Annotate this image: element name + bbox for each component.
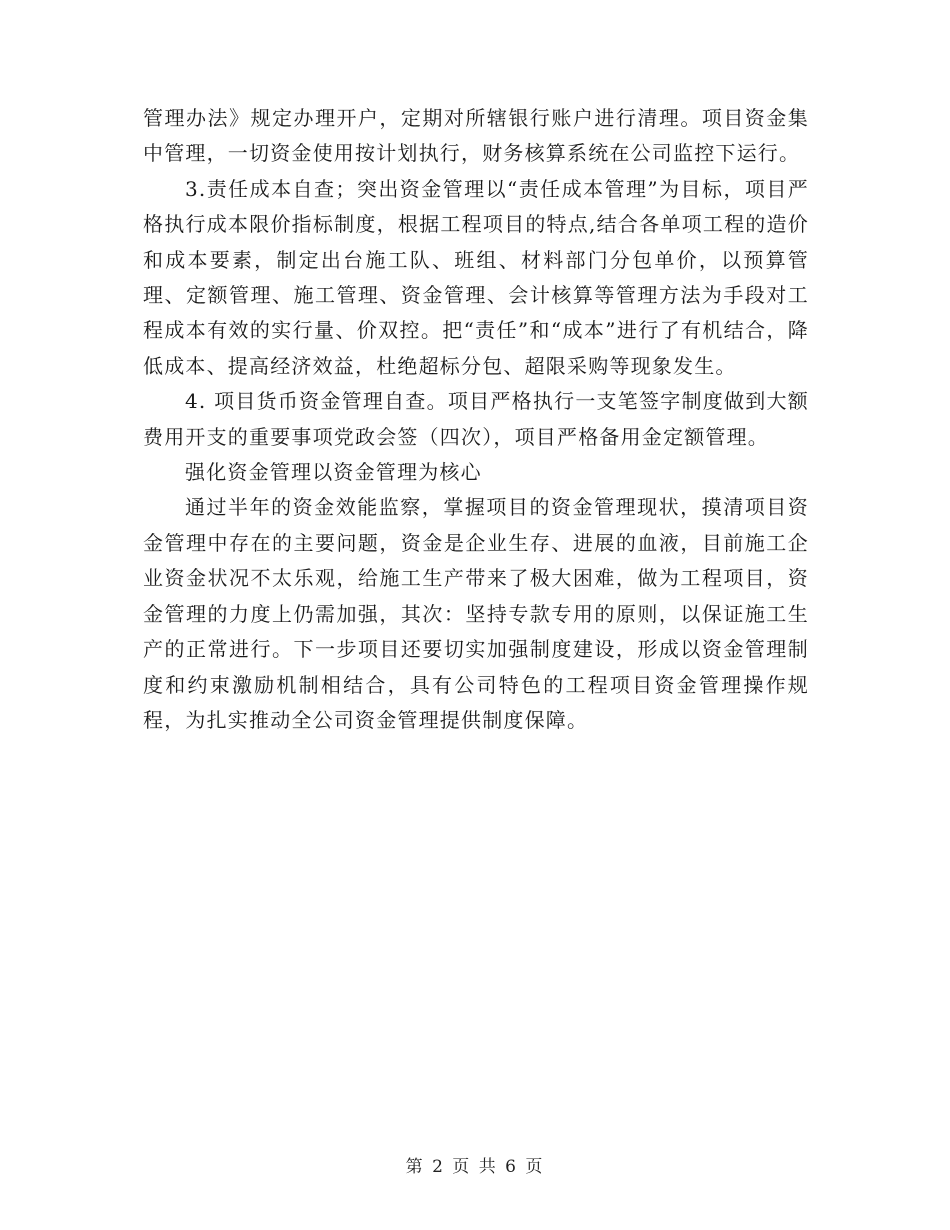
document-body [143, 101, 809, 738]
paragraph-currency-funds: 4. 项目货币资金管理自查。项目严格执行一支笔签字制度做到大额费用开支的重要事项党政会签（四次），项目严格备用金定额管理。 [143, 389, 809, 449]
paragraph-responsibility-cost: 3.责任成本自查；突出资金管理以“责任成本管理”为目标，项目严格执行成本限价指标制度，根据工程项目的特点,结合各单项工程的造价和成本要素，制定出台施工队、班组、材料部门分包单价，以预算管理、定额管理、施工管理、资金管理、会计核算等管理方法为手段对工程成本有效的实行量、价双控。把“责任”和“成本”进行了有机结合，降低成本、提高经济效益，杜绝超标分包、超限采购等现象发生。 [143, 176, 809, 378]
page-number-footer: 第 2 页 共 6 页 [405, 1157, 545, 1177]
paragraph-continuation: 管理办法》规定办理开户，定期对所辖银行账户进行清理。项目资金集中管理，一切资金使用按计划执行，财务核算系统在公司监控下运行。 [143, 106, 809, 166]
paragraph-supervision: 通过半年的资金效能监察，掌握项目的资金管理现状，摸清项目资金管理中存在的主要问题，资金是企业生存、进展的血液，目前施工企业资金状况不太乐观，给施工生产带来了极大困难，做为工程项目，资金管理的力度上仍需加强，其次：坚持专款专用的原则，以保证施工生产的正常进行。下一步项目还要切实加强制度建设，形成以资金管理制度和约束激励机制相结合，具有公司特色的工程项目资金管理操作规程，为扎实推动全公司资金管理提供制度保障。 [143, 495, 809, 732]
section-heading: 强化资金管理以资金管理为核心 [185, 460, 482, 485]
